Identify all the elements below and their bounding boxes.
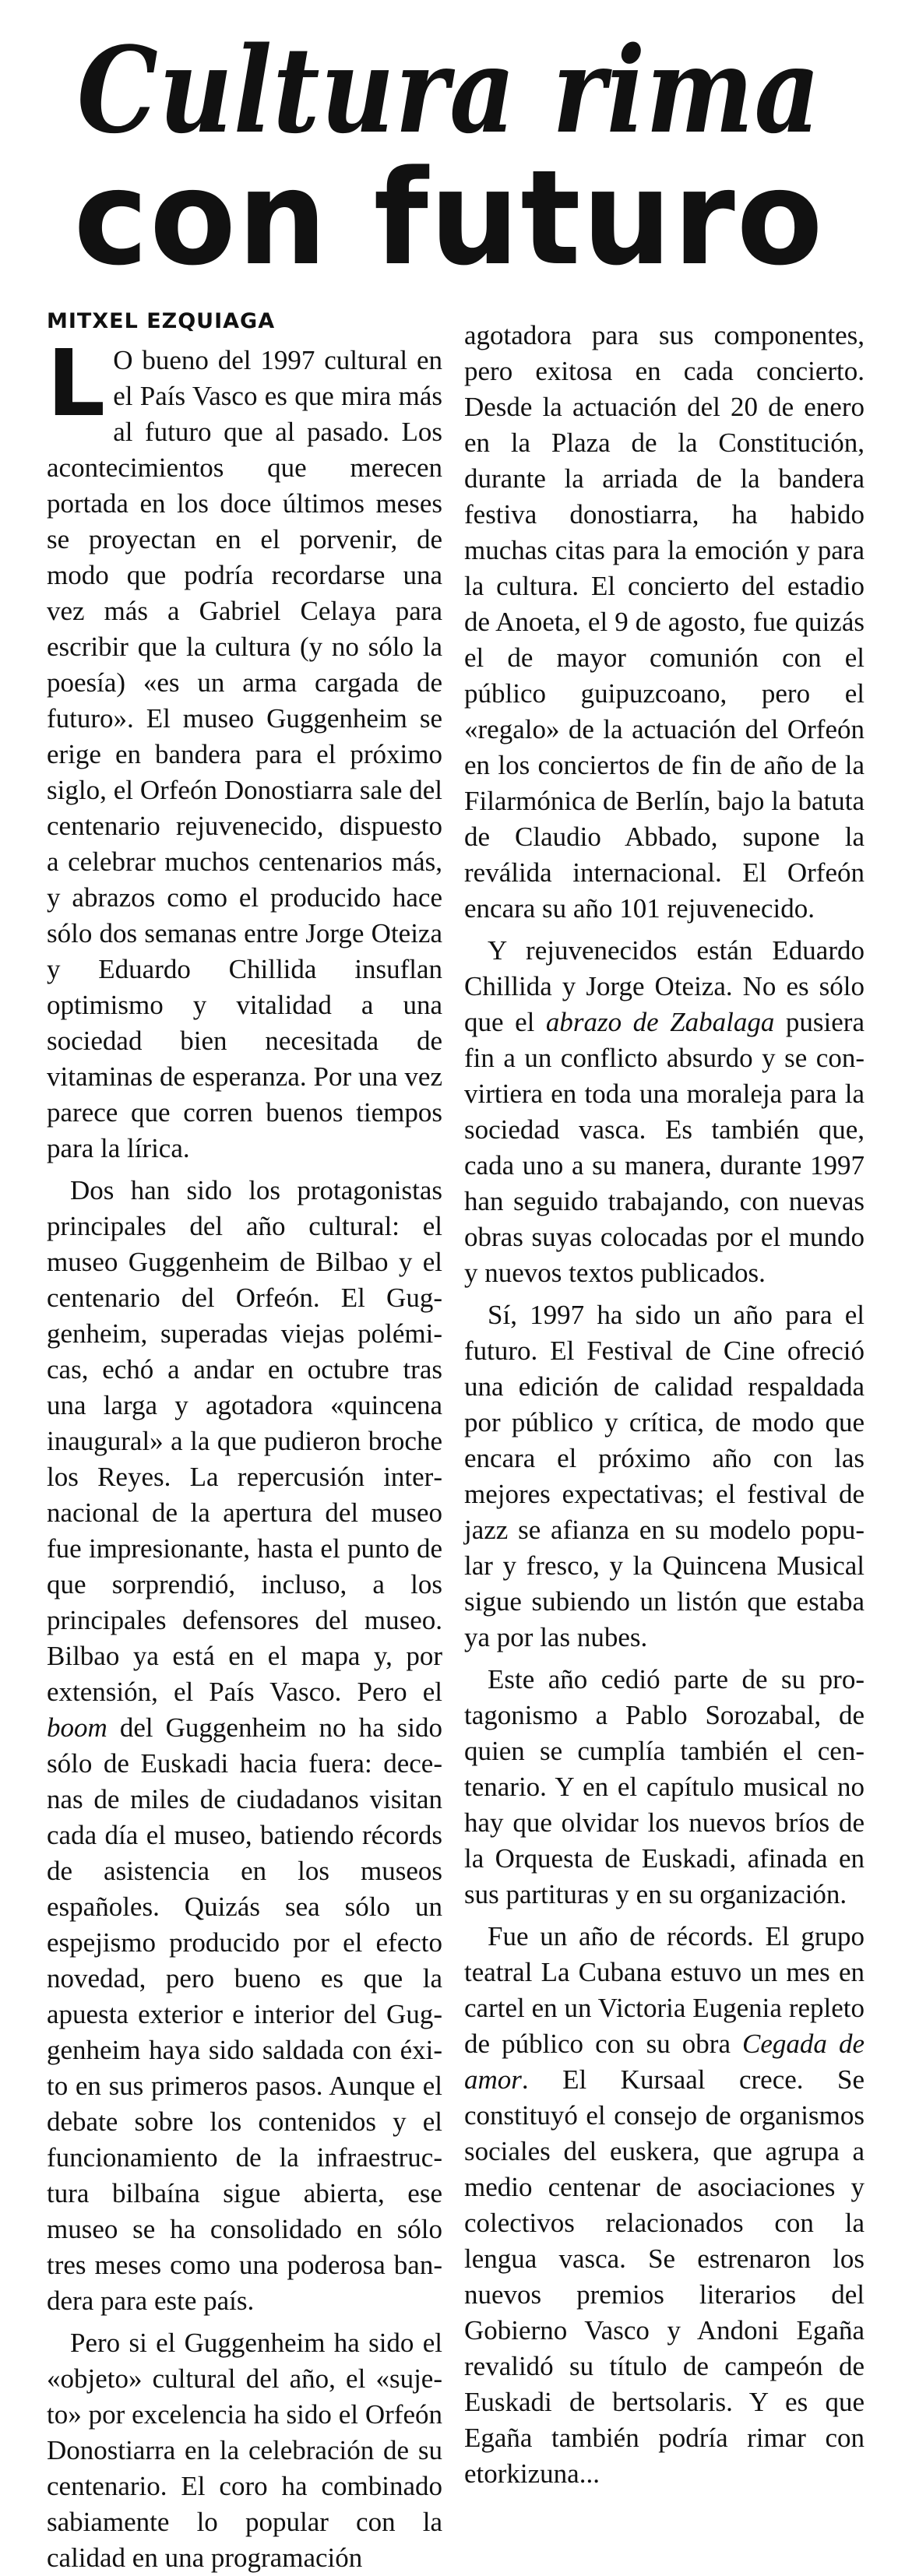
paragraph-2-continuation: del Guggenheim no ha sido sólo de Euskadi hacia fuera: decenas de miles de ciudadanos visitan cada día el museo, batiendo récords de asistencia en los museos españoles. Quizás sea sólo un espejismo producido por el efecto novedad, pero bueno es que la apuesta exterior e interior del Guggenheim haya sido saldada con éxito en sus primeros pasos. Aunque el debate sobre los contenidos y el funcionamiento de la infraestructura bilbaína sigue abierta, ese museo se ha consolidado en sólo tres meses como una poderosa bandera para este país.	[47, 1712, 443, 2316]
drop-cap: L	[47, 329, 106, 437]
paragraph-7-text: Fue un año de récords. El grupo teatral La Cubana estuvo un mes en cartel en un Victoria Eugenia repleto de público con su obra	[464, 1921, 865, 2059]
paragraph-1-text: O bueno del 1997 cultural en el País Vasco es que mira más al futuro que al pasado. Los acontecimientos que merecen portada en los doce últimos meses se proyectan en el porvenir, de modo que podría recordarse una vez más a Gabriel Celaya para escribir que la cultura (y no sólo la poesía) «es un arma cargada de futuro». El museo Guggenheim se erige en bandera para el próximo siglo, el Orfeón Donostiarra sale del centenario rejuvenecido, dispuesto a celebrar muchos centenarios más, y abrazos como el producido hace sólo dos semanas entre Jorge Oteiza y Eduardo Chillida insuflan optimismo y vitalidad a una sociedad bien necesitada de vitaminas de esperanza. Por una vez parece que corren buenos tiempos para la lírica.	[47, 345, 442, 1163]
paragraph-4-continuation: pusiera fin a un conflicto absurdo y se convirtiera en toda una moraleja para la sociedad vasca. Es también que, cada uno a su manera, durante 1997 han seguido trabajando, con nuevas obras suyas colocadas por el mundo y nuevos textos publicados.	[464, 1007, 865, 1288]
headline-line-2: con futuro	[73, 142, 825, 294]
paragraph-7	[464, 1919, 865, 2492]
boom-word: boom	[47, 1712, 107, 1743]
paragraph-3-continued-text: agotadora para sus componentes, pero exitosa en cada concierto. Desde la actuación del 20 de enero en la Plaza de la Constitución, durante la arriada de la bandera festiva donostiarra, ha habido muchas citas para la emoción y para la cultura. El concierto del estadio de Anoeta, el 9 de agosto, fue quizás el de mayor comunión con el público guipuzcoano, pero el «regalo» de la actuación del Orfeón en los conciertos de fin de año de la Filarmónica de Berlín, bajo la batuta de Claudio Abbado, supone la reválida internacional. El Orfeón encara su año 101 rejuvenecido.	[464, 320, 865, 924]
byline: MITXEL EZQUIAGA	[47, 309, 276, 333]
article-column-left	[47, 310, 442, 2576]
paragraph-5	[464, 1297, 865, 1656]
paragraph-3	[47, 2325, 442, 2576]
headline-line-1: Cultura rima	[76, 20, 822, 160]
paragraph-7-continuation: . El Kursaal crece. Se constituyó el consejo de organismos sociales del euskera, que agrupa a medio centenar de asociaciones y colectivos relacionados con la lengua vasca. Se estrenaron los nuevos premios literarios del Gobierno Vasco y Andoni Egaña revalidó su título de campeón de Euskadi de bertsolaris. Y es que Egaña también podría rimar con etorkizuna...	[464, 2064, 865, 2489]
paragraph-4	[464, 933, 865, 1291]
paragraph-4-text: Y rejuvenecidos están Eduardo Chillida y Jorge Oteiza. No es sólo que el	[464, 935, 865, 1037]
abrazo-phrase: abrazo de Zabalaga	[545, 1007, 775, 1037]
paragraph-3-text: Pero si el Guggenheim ha sido el «objeto» cultural del año, el «sujeto» por excelencia ha sido el Orfeón Donostiarra en la celebración de su centenario. El coro ha combinado sabiamente lo popular con la calidad en una programación	[47, 2328, 442, 2573]
paragraph-6-text: Este año cedió parte de su protagonismo a Pablo Sorozabal, de quien se cumplía también el centenario. Y en el capítulo musical no hay que olvidar los nuevos bríos de la Orquesta de Euskadi, afinada en sus partituras y en su organización.	[464, 1664, 865, 1909]
paragraph-5-text: Sí, 1997 ha sido un año para el futuro. El Festival de Cine ofreció una edición de calidad respaldada por público y crítica, de modo que encara el próximo año con las mejores expectativas; el festival de jazz se afianza en su modelo popular y fresco, y la Quincena Musical sigue subiendo un listón que estaba ya por las nubes.	[464, 1300, 865, 1652]
paragraph-2	[47, 1173, 442, 2319]
paragraph-6	[464, 1662, 865, 1913]
obra-title: Cegada de amor	[464, 2029, 865, 2095]
article-column-right	[464, 318, 865, 2492]
paragraph-3-continued	[464, 318, 865, 927]
paragraph-2-text: Dos han sido los protagonistas principales del año cultural: el museo Guggenheim de Bilbao y el centenario del Orfeón. El Guggenheim, superadas viejas polémicas, echó a andar en octubre tras una larga y agotadora «quincena inaugural» a la que pudieron broche los Reyes. La repercusión internacional de la apertura del museo fue impresionante, hasta el punto de que sorprendió, incluso, a los principales defensores del museo. Bilbao ya está en el mapa y, por extensión, el País Vasco. Pero el	[47, 1175, 442, 1707]
paragraph-1	[47, 329, 442, 1167]
